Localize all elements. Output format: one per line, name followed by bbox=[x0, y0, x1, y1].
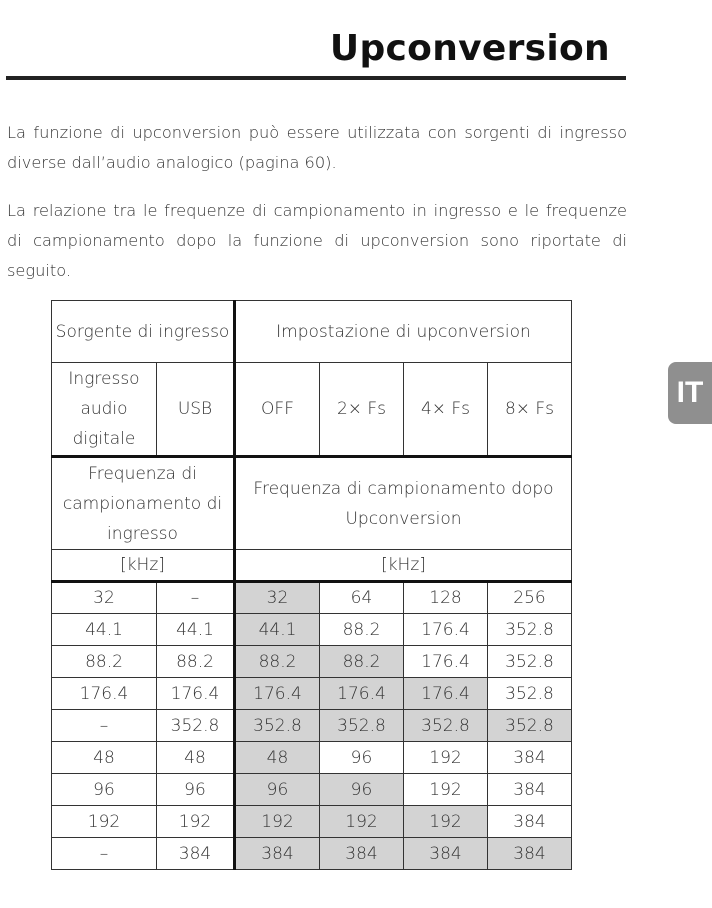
table-cell-off-freq: 44.1 bbox=[235, 614, 320, 646]
table-cell-fs8x-freq: 384 bbox=[488, 806, 572, 838]
table-row bbox=[52, 742, 572, 774]
input-frequency-header: Frequenza di campionamento di ingresso bbox=[52, 457, 235, 550]
intro-paragraph: La funzione di upconversion può essere utilizzata con sorgenti di ingresso diverse dall’audio analogico (pagina 60). bbox=[7, 123, 627, 172]
column-digital-input: Ingresso audio digitale bbox=[52, 363, 157, 457]
table-row bbox=[52, 774, 572, 806]
table-cell-digital-input-freq: 88.2 bbox=[52, 646, 157, 678]
table-cell-fs2x-freq: 352.8 bbox=[320, 710, 404, 742]
table-cell-digital-input-freq: – bbox=[52, 838, 157, 870]
table-cell-off-freq: 88.2 bbox=[235, 646, 320, 678]
table-cell-off-freq: 32 bbox=[235, 582, 320, 614]
table-cell-digital-input-freq: 32 bbox=[52, 582, 157, 614]
column-off: OFF bbox=[235, 363, 320, 457]
table-cell-fs8x-freq: 352.8 bbox=[488, 614, 572, 646]
table-cell-fs2x-freq: 384 bbox=[320, 838, 404, 870]
table-cell-fs2x-freq: 88.2 bbox=[320, 614, 404, 646]
table-cell-fs8x-freq: 352.8 bbox=[488, 710, 572, 742]
header-input-source: Sorgente di ingresso bbox=[52, 301, 235, 363]
table-cell-digital-input-freq: 48 bbox=[52, 742, 157, 774]
table-row bbox=[52, 614, 572, 646]
table-row bbox=[52, 838, 572, 870]
table-cell-fs4x-freq: 384 bbox=[404, 838, 488, 870]
table-cell-usb-freq: 384 bbox=[157, 838, 235, 870]
relation-paragraph: La relazione tra le frequenze di campionamento in ingresso e le frequenze di campionamento dopo la funzione di upconversion sono riportate di seguito. bbox=[7, 201, 627, 280]
table-cell-fs8x-freq: 352.8 bbox=[488, 678, 572, 710]
table-cell-digital-input-freq: 96 bbox=[52, 774, 157, 806]
table-cell-fs8x-freq: 384 bbox=[488, 742, 572, 774]
table-cell-usb-freq: 48 bbox=[157, 742, 235, 774]
output-unit-label: [kHz] bbox=[235, 550, 572, 582]
table-cell-digital-input-freq: – bbox=[52, 710, 157, 742]
table-cell-fs2x-freq: 88.2 bbox=[320, 646, 404, 678]
header-upconversion-setting: Impostazione di upconversion bbox=[235, 301, 572, 363]
column-usb: USB bbox=[157, 363, 235, 457]
table-cell-digital-input-freq: 176.4 bbox=[52, 678, 157, 710]
table-cell-usb-freq: 44.1 bbox=[157, 614, 235, 646]
table-cell-fs4x-freq: 192 bbox=[404, 774, 488, 806]
table-cell-fs2x-freq: 64 bbox=[320, 582, 404, 614]
table-cell-fs4x-freq: 192 bbox=[404, 806, 488, 838]
table-row bbox=[52, 710, 572, 742]
table-cell-off-freq: 192 bbox=[235, 806, 320, 838]
table-cell-fs4x-freq: 128 bbox=[404, 582, 488, 614]
table-cell-fs8x-freq: 256 bbox=[488, 582, 572, 614]
language-tab-it: IT bbox=[668, 362, 712, 424]
table-cell-off-freq: 96 bbox=[235, 774, 320, 806]
table-row bbox=[52, 582, 572, 614]
table-cell-off-freq: 384 bbox=[235, 838, 320, 870]
table-cell-fs2x-freq: 176.4 bbox=[320, 678, 404, 710]
upconversion-table bbox=[51, 300, 572, 870]
column-4x-fs: 4× Fs bbox=[404, 363, 488, 457]
table-cell-fs4x-freq: 176.4 bbox=[404, 646, 488, 678]
table-cell-usb-freq: 176.4 bbox=[157, 678, 235, 710]
table-cell-fs8x-freq: 384 bbox=[488, 774, 572, 806]
table-cell-fs4x-freq: 192 bbox=[404, 742, 488, 774]
column-8x-fs: 8× Fs bbox=[488, 363, 572, 457]
table-cell-fs8x-freq: 384 bbox=[488, 838, 572, 870]
table-cell-digital-input-freq: 192 bbox=[52, 806, 157, 838]
table-cell-usb-freq: 352.8 bbox=[157, 710, 235, 742]
table-cell-fs4x-freq: 176.4 bbox=[404, 614, 488, 646]
page-title: Upconversion bbox=[329, 28, 610, 69]
table-cell-fs2x-freq: 96 bbox=[320, 742, 404, 774]
column-2x-fs: 2× Fs bbox=[320, 363, 404, 457]
table-cell-fs2x-freq: 192 bbox=[320, 806, 404, 838]
table-row bbox=[52, 678, 572, 710]
table-cell-fs8x-freq: 352.8 bbox=[488, 646, 572, 678]
table-row bbox=[52, 806, 572, 838]
table-cell-digital-input-freq: 44.1 bbox=[52, 614, 157, 646]
table-cell-fs4x-freq: 352.8 bbox=[404, 710, 488, 742]
table-cell-off-freq: 352.8 bbox=[235, 710, 320, 742]
table-cell-off-freq: 176.4 bbox=[235, 678, 320, 710]
table-cell-usb-freq: 96 bbox=[157, 774, 235, 806]
table-cell-usb-freq: 88.2 bbox=[157, 646, 235, 678]
output-frequency-header: Frequenza di campionamento dopo Upconversion bbox=[235, 457, 572, 550]
table-cell-off-freq: 48 bbox=[235, 742, 320, 774]
table-cell-usb-freq: 192 bbox=[157, 806, 235, 838]
table-cell-usb-freq: – bbox=[157, 582, 235, 614]
table-cell-fs4x-freq: 176.4 bbox=[404, 678, 488, 710]
title-underline bbox=[6, 76, 626, 80]
table-cell-fs2x-freq: 96 bbox=[320, 774, 404, 806]
table-row bbox=[52, 646, 572, 678]
input-unit-label: [kHz] bbox=[52, 550, 235, 582]
